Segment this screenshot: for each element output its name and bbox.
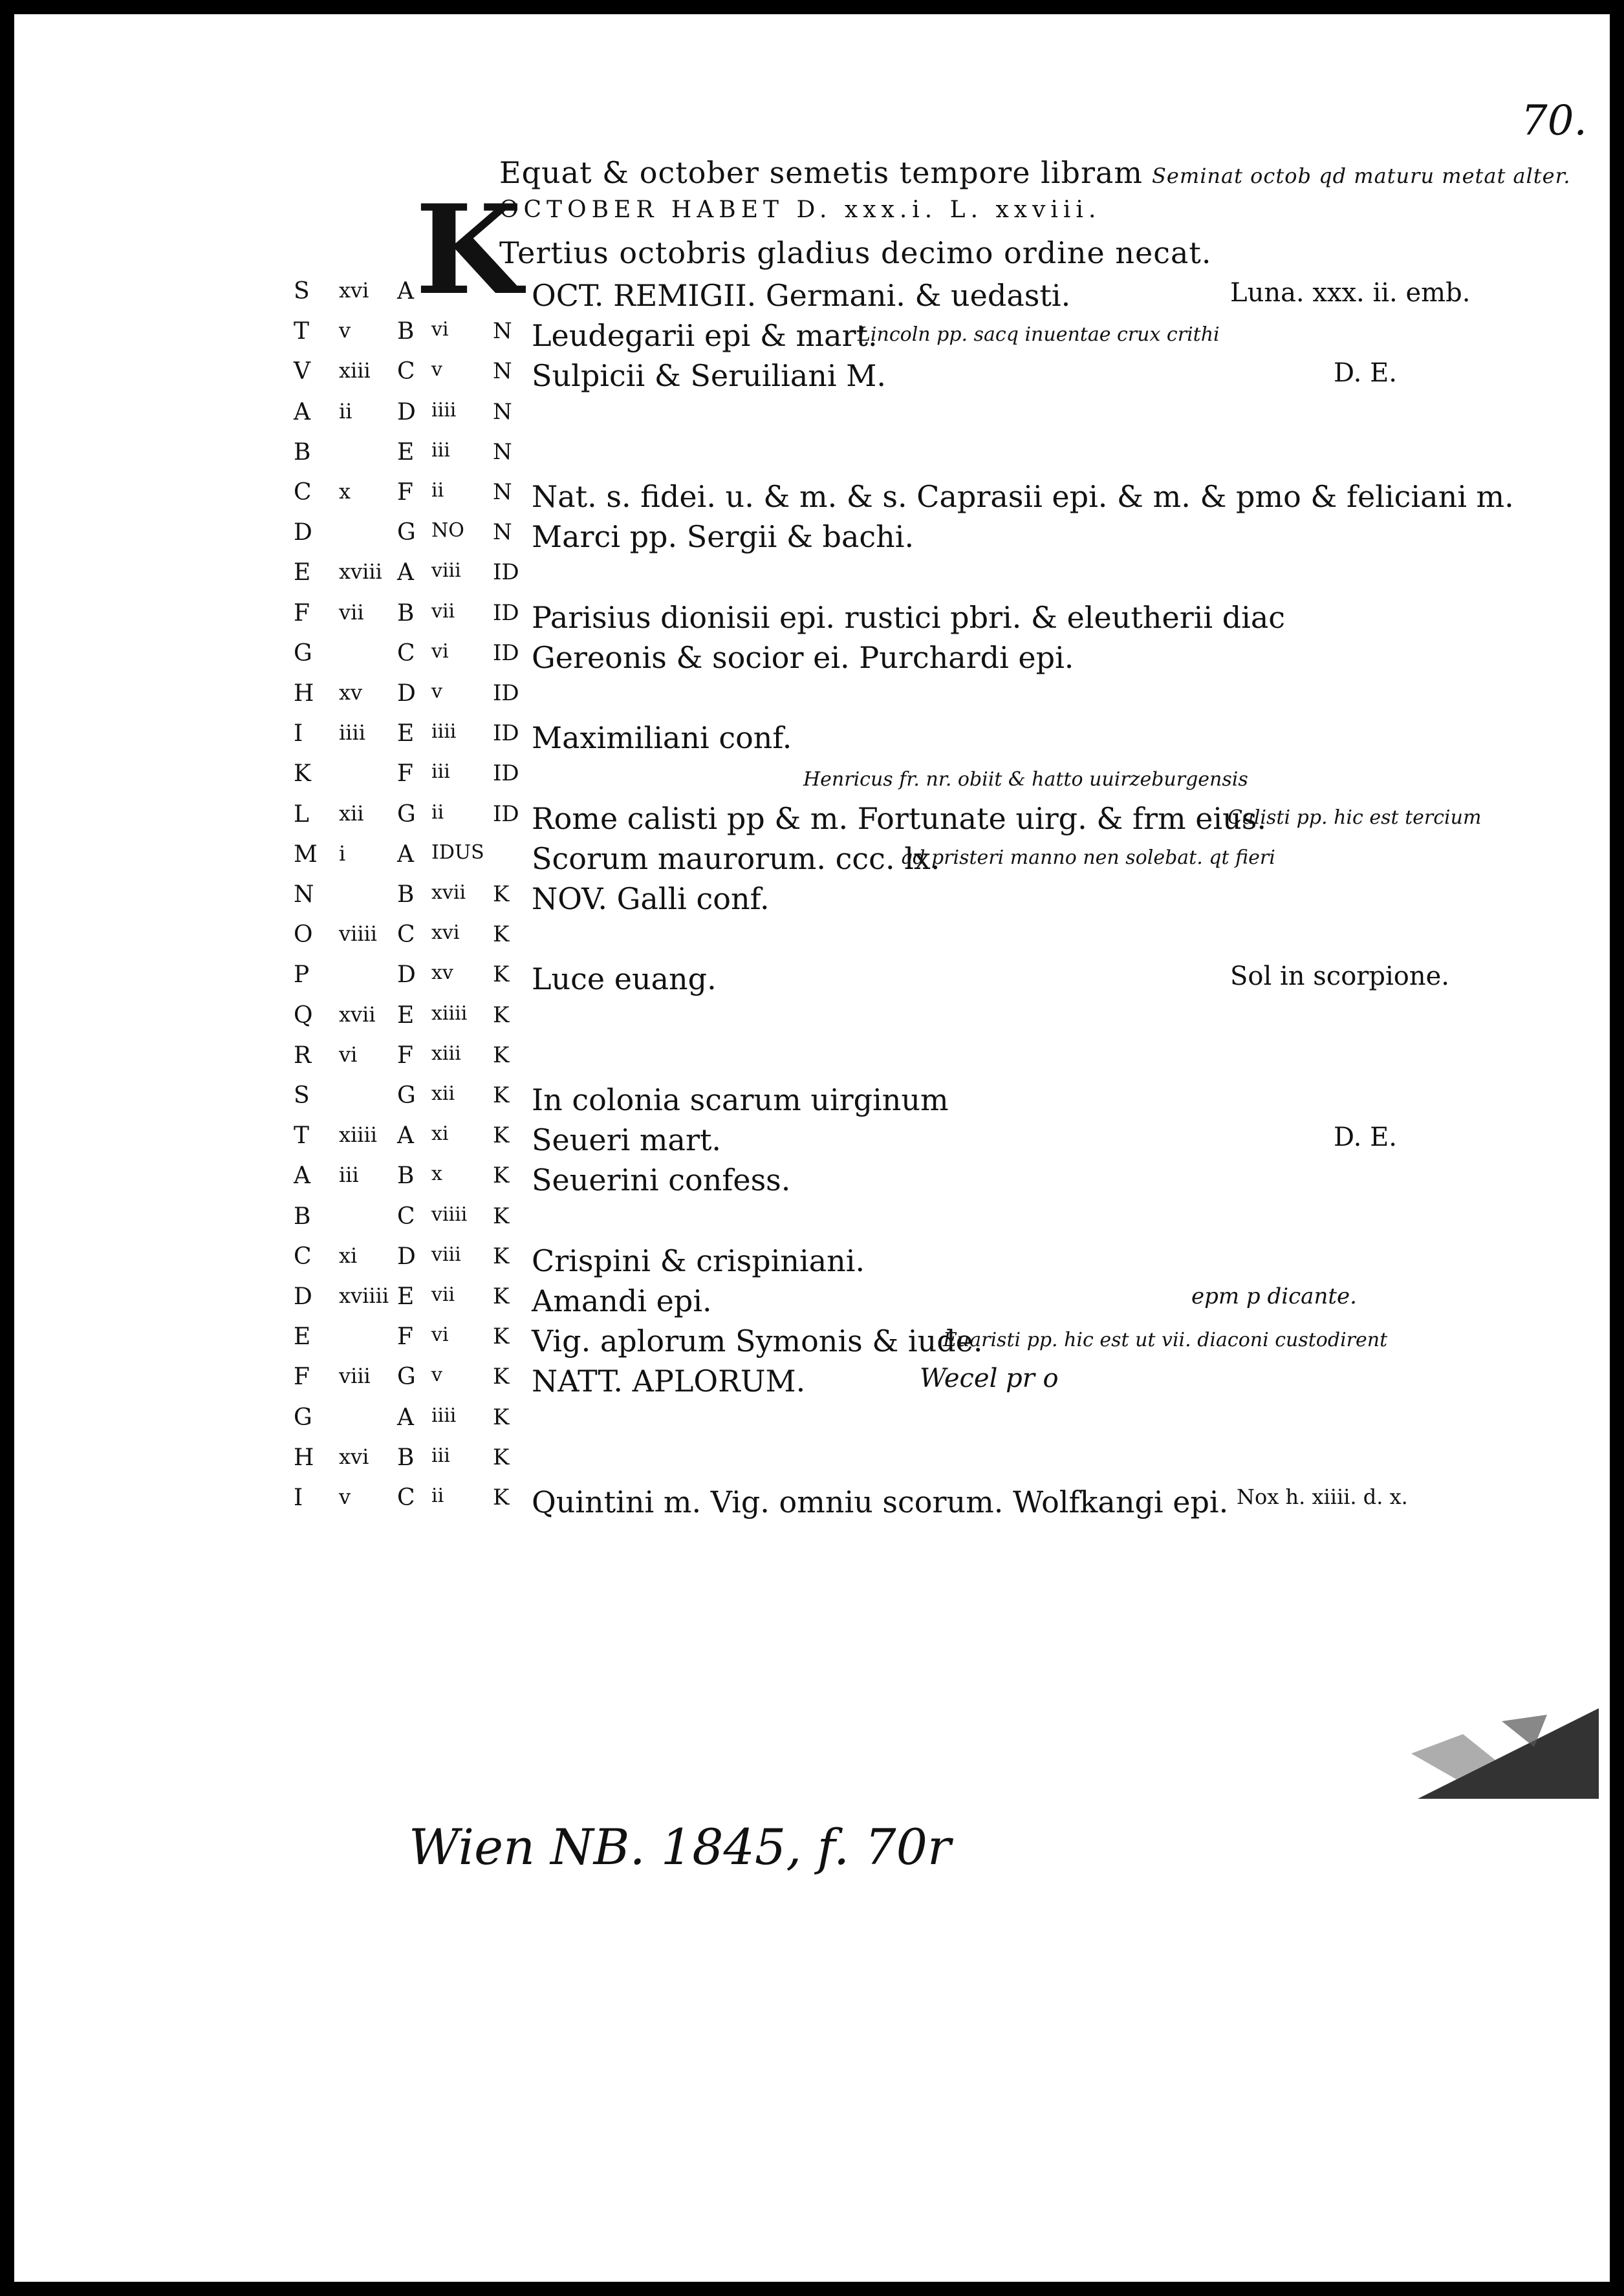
feast-entry: Scorum maurorum. ccc. lx. [532, 841, 940, 876]
right-note: Sol in scorpione. [1230, 961, 1450, 992]
calendar-row [14, 961, 1610, 1002]
header-line-3: Tertius octobris gladius decimo ordine necat. [499, 235, 1212, 270]
ferial-letter: A [397, 1404, 414, 1431]
calendar-row [14, 399, 1610, 439]
ferial-letter: C [397, 1203, 415, 1230]
roman-day: ii [431, 479, 444, 502]
feast-entry: Crispini & crispiniani. [532, 1243, 865, 1278]
folio-number: 70. [1521, 97, 1587, 145]
ferial-letter: B [397, 881, 415, 908]
calendar-row [14, 921, 1610, 961]
roman-day: iii [431, 438, 450, 462]
ferial-letter: C [397, 1485, 415, 1511]
roman-day: viii [431, 559, 461, 583]
margin-gloss: Euaristi pp. hic est ut vii. diaconi custodirent [943, 1329, 1388, 1352]
row-letter: E [294, 1324, 311, 1351]
golden-number: xiii [339, 358, 371, 383]
row-letter: I [294, 720, 303, 747]
calendar-row [14, 1243, 1610, 1283]
feast-entry: Seuerini confess. [532, 1163, 791, 1198]
header-line-1-text: Equat & october semetis tempore libram [499, 155, 1143, 190]
golden-number: xii [339, 800, 364, 826]
row-letter: C [294, 479, 312, 506]
header-line-1-gloss: Seminat octob qd maturu metat alter. [1151, 164, 1571, 188]
roman-day: vii [431, 1283, 455, 1306]
golden-number: xviiii [339, 1283, 389, 1308]
feast-entry: OCT. REMIGII. Germani. & uedasti. [532, 278, 1071, 313]
calendar-row [14, 1203, 1610, 1243]
right-note: D. E. [1334, 358, 1397, 389]
margin-gloss: Calisti pp. hic est tercium [1228, 806, 1482, 829]
row-letter: I [294, 1485, 303, 1511]
month-mark: K [493, 1122, 510, 1149]
row-letter: N [294, 881, 314, 908]
calendar-row [14, 479, 1610, 519]
calendar-row [14, 640, 1610, 680]
roman-day: xiiii [431, 1002, 468, 1025]
ferial-letter: G [397, 800, 416, 828]
golden-number: xv [339, 680, 363, 705]
feast-entry: Rome calisti pp & m. Fortunate uirg. & frm eius. [532, 800, 1266, 836]
calendar-row [14, 1002, 1610, 1042]
row-letter: G [294, 639, 312, 667]
roman-day: viiii [431, 1203, 468, 1226]
row-letter: O [294, 921, 313, 949]
calendar-row [14, 278, 1610, 318]
scan-stain [1405, 1695, 1599, 1799]
feast-entry: Luce euang. [532, 961, 717, 997]
roman-day: xi [431, 1122, 449, 1146]
roman-day: xv [431, 961, 453, 985]
roman-day: iii [431, 1444, 450, 1467]
feast-entry: Marci pp. Sergii & bachi. [532, 519, 915, 555]
ferial-letter: C [397, 639, 415, 667]
row-letter: F [294, 599, 310, 627]
month-mark: N [493, 438, 512, 465]
month-mark: K [493, 1485, 510, 1510]
roman-day: ii [431, 1485, 444, 1507]
decorated-initial-k: K [415, 178, 523, 322]
right-note: Nox h. xiiii. d. x. [1237, 1485, 1408, 1509]
month-mark: K [493, 1163, 510, 1189]
ferial-letter: D [397, 961, 416, 989]
month-mark: ID [493, 639, 519, 666]
month-mark: ID [493, 559, 519, 586]
roman-day: v [431, 1364, 442, 1387]
roman-day: viii [431, 1243, 461, 1266]
roman-day: vi [431, 318, 449, 341]
ferial-letter: E [397, 1283, 415, 1310]
golden-number: vi [339, 1042, 358, 1067]
ferial-letter: G [397, 519, 416, 546]
ferial-letter: F [397, 760, 413, 788]
row-letter: B [294, 1203, 311, 1230]
roman-day: v [431, 358, 442, 381]
feast-entry: NOV. Galli conf. [532, 881, 770, 916]
golden-number: v [339, 1485, 351, 1509]
feast-entry: NATT. APLORUM. [532, 1364, 806, 1399]
golden-number: xvi [339, 1444, 369, 1469]
golden-number: v [339, 318, 351, 343]
calendar-row [14, 600, 1610, 640]
feast-entry: Quintini m. Vig. omniu scorum. Wolfkangi epi. [532, 1485, 1229, 1519]
calendar-row [14, 841, 1610, 881]
feast-entry: Nat. s. fidei. u. & m. & s. Caprasii epi. & m. & pmo & feliciani m. [532, 479, 1514, 514]
ferial-letter: E [397, 1002, 415, 1029]
golden-number: iiii [339, 720, 365, 746]
calendar-row [14, 1082, 1610, 1122]
ferial-letter: C [397, 358, 415, 385]
feast-entry: Gereonis & socior ei. Purchardi epi. [532, 639, 1074, 675]
month-mark: ID [493, 599, 519, 626]
ferial-letter: B [397, 1444, 415, 1471]
roman-day: iii [431, 760, 450, 784]
calendar-row [14, 1364, 1610, 1404]
row-letter: L [294, 800, 309, 828]
calendar-row [14, 318, 1610, 358]
golden-number: xvi [339, 278, 369, 303]
ferial-letter: F [397, 1324, 413, 1351]
feast-entry: Leudegarii epi & mart. [532, 318, 878, 354]
margin-gloss: Lincoln pp. sacq inuentae crux crithi [858, 323, 1220, 347]
row-letter: V [294, 358, 310, 385]
calendar-row [14, 1163, 1610, 1203]
calendar-row [14, 1444, 1610, 1485]
month-mark: ID [493, 800, 519, 827]
margin-gloss: Henricus fr. nr. obiit & hatto uuirzeburgensis [803, 768, 1248, 791]
row-letter: G [294, 1404, 312, 1431]
month-mark: K [493, 881, 510, 907]
month-mark: K [493, 1203, 510, 1229]
roman-day: xiii [431, 1042, 461, 1065]
margin-gloss: qd pristeri manno nen solebat. qt fieri [900, 846, 1275, 869]
month-mark: N [493, 358, 512, 385]
month-mark: N [493, 398, 512, 425]
roman-day: IDUS [431, 841, 484, 864]
right-note: Wecel pr o [920, 1364, 1059, 1394]
ferial-letter: D [397, 398, 416, 425]
golden-number: iii [339, 1163, 359, 1188]
calendar-row [14, 1042, 1610, 1082]
row-letter: T [294, 1122, 310, 1150]
row-letter: B [294, 438, 311, 466]
row-letter: M [294, 841, 318, 868]
calendar-row [14, 519, 1610, 559]
golden-number: xvii [339, 1002, 376, 1027]
ferial-letter: B [397, 1163, 415, 1190]
row-letter: H [294, 1444, 314, 1471]
golden-number: xi [339, 1243, 358, 1268]
month-mark: ID [493, 680, 519, 706]
month-mark: K [493, 1002, 510, 1028]
manuscript-page [14, 14, 1610, 2282]
ferial-letter: B [397, 318, 415, 345]
feast-entry: Parisius dionisii epi. rustici pbri. & eleutherii diac [532, 599, 1286, 635]
month-mark: N [493, 479, 512, 505]
right-note: D. E. [1334, 1122, 1397, 1153]
ferial-letter: C [397, 921, 415, 949]
calendar-row [14, 1122, 1610, 1163]
ferial-letter: D [397, 680, 416, 707]
golden-number: xviii [339, 559, 382, 585]
ferial-letter: D [397, 1243, 416, 1270]
month-mark: K [493, 1082, 510, 1108]
row-letter: K [294, 760, 311, 788]
feast-entry: Amandi epi. [532, 1283, 712, 1318]
month-mark: N [493, 519, 512, 546]
ferial-letter: E [397, 720, 415, 747]
roman-day: iiii [431, 398, 457, 422]
calendar-row [14, 358, 1610, 398]
golden-number: i [339, 841, 346, 866]
calendar-row [14, 1404, 1610, 1444]
row-letter: T [294, 318, 310, 345]
roman-day: vi [431, 1324, 449, 1347]
row-letter: H [294, 680, 314, 707]
roman-day: xii [431, 1082, 455, 1105]
roman-day: v [431, 680, 442, 703]
row-letter: C [294, 1243, 312, 1270]
month-mark: K [493, 1042, 510, 1068]
roman-day: xvii [431, 881, 466, 904]
month-mark: K [493, 921, 510, 948]
ferial-letter: A [397, 559, 414, 586]
ferial-letter: A [397, 841, 414, 868]
row-letter: P [294, 961, 310, 989]
month-mark: N [493, 318, 512, 345]
calendar-row [14, 1485, 1610, 1525]
roman-day: xvi [431, 921, 460, 945]
feast-entry: Sulpicii & Seruiliani M. [532, 358, 886, 394]
row-letter: R [294, 1042, 312, 1069]
row-letter: S [294, 278, 310, 305]
calendar-row [14, 439, 1610, 479]
month-mark: K [493, 1444, 510, 1470]
calendar-row [14, 881, 1610, 921]
month-mark: ID [493, 760, 519, 787]
calendar-row [14, 801, 1610, 841]
right-note: Luna. xxx. ii. emb. [1230, 278, 1471, 308]
ferial-letter: A [397, 278, 414, 305]
roman-day: iiii [431, 1404, 457, 1427]
feast-entry: Maximiliani conf. [532, 720, 792, 756]
calendar-row [14, 680, 1610, 720]
calendar-row [14, 1283, 1610, 1324]
ferial-letter: G [397, 1082, 416, 1109]
row-letter: S [294, 1082, 310, 1109]
month-mark: K [493, 1324, 510, 1350]
roman-day: x [431, 1163, 442, 1186]
golden-number: x [339, 479, 351, 504]
month-mark: K [493, 1283, 510, 1309]
row-letter: D [294, 1283, 312, 1310]
golden-number: viii [339, 1364, 371, 1389]
row-letter: E [294, 559, 311, 586]
ferial-letter: E [397, 438, 415, 466]
month-mark: K [493, 1364, 510, 1390]
roman-day: vii [431, 599, 455, 623]
roman-day: ii [431, 800, 444, 824]
row-letter: F [294, 1364, 310, 1391]
calendar-row [14, 760, 1610, 800]
feast-entry: In colonia scarum uirginum [532, 1082, 949, 1117]
roman-day: iiii [431, 720, 457, 744]
header-line-1 [499, 155, 1571, 190]
calendar-row [14, 1324, 1610, 1364]
golden-number: vii [339, 599, 364, 625]
golden-number: ii [339, 398, 352, 424]
calendar-row [14, 559, 1610, 599]
shelfmark-note: Wien NB. 1845, f. 70r [409, 1818, 951, 1876]
right-note: epm p dicante. [1191, 1283, 1357, 1309]
ferial-letter: B [397, 599, 415, 627]
month-mark: K [493, 1404, 510, 1430]
row-letter: A [294, 398, 310, 425]
row-letter: A [294, 1163, 310, 1190]
ferial-letter: A [397, 1122, 414, 1150]
calendar-row [14, 720, 1610, 760]
ferial-letter: F [397, 479, 413, 506]
header-line-2: OCTOBER HABET D. xxx.i. L. xxviii. [499, 197, 1101, 223]
feast-entry: Seueri mart. [532, 1122, 722, 1158]
golden-number: viiii [339, 921, 378, 947]
roman-day: NO [431, 519, 464, 542]
month-mark: ID [493, 720, 519, 747]
golden-number: xiiii [339, 1122, 377, 1148]
row-letter: Q [294, 1002, 313, 1029]
ferial-letter: G [397, 1364, 416, 1391]
feast-entry: Vig. aplorum Symonis & iude. [532, 1324, 983, 1359]
month-mark: K [493, 961, 510, 988]
month-mark: K [493, 1243, 510, 1269]
roman-day: vi [431, 639, 449, 663]
row-letter: D [294, 519, 312, 546]
ferial-letter: F [397, 1042, 413, 1069]
